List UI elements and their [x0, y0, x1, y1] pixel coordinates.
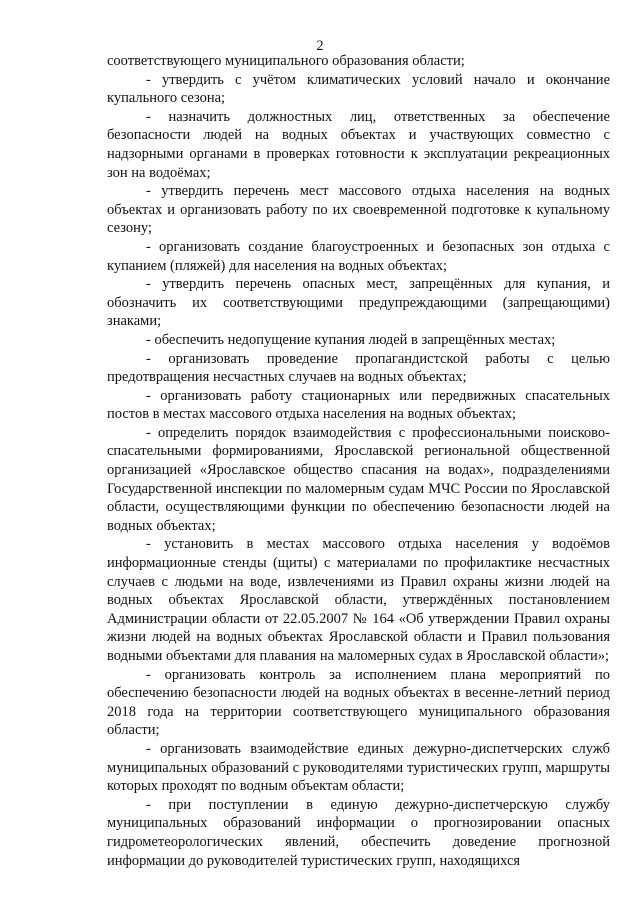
list-item-dangerous-places: - утвердить перечень опасных мест, запрещённых для купания, и обозначить их соответствующими предупреждающими (запрещающими) знаками;	[107, 276, 610, 330]
page-number: 2	[316, 38, 324, 54]
list-item-responsible-officials: - назначить должностных лиц, ответственных за обеспечение безопасности людей на водных объектах и участвующих совместно с надзорными органами в проверках готовности к эксплуатации рекреационных зон на водоёмах;	[107, 108, 610, 181]
list-item-plan-control: - организовать контроль за исполнением плана мероприятий по обеспечению безопасности людей на водных объектах в весенне-летний период 2018 года на территории соответствующего муниципального образования области;	[107, 666, 610, 739]
list-item-season-dates: - утвердить с учётом климатических условий начало и окончание купального сезона;	[107, 71, 610, 107]
list-item-interaction-order: - определить порядок взаимодействия с профессиональными поисково-спасательными формированиями, Ярославской региональной общественной организацией «Ярославское общество спасания на водах», подразделениями Государственной инспекции по маломерным судам МЧС России по Ярославской области, осуществляющими функции по обеспечению безопасности людей на водных объектах;	[107, 424, 610, 534]
document-body	[107, 52, 610, 870]
list-item-propaganda: - организовать проведение пропагандистской работы с целью предотвращения несчастных случаев на водных объектах;	[107, 350, 610, 386]
list-item-info-stands: - установить в местах массового отдыха населения у водоёмов информационные стенды (щиты) с материалами по профилактике несчастных случаев с людьми на воде, извлечениями из Правил охраны жизни людей на водных объектах Ярославской области, утверждённых постановлением Администрации области от 22.05.2007 № 164 «Об утверждении Правил охраны жизни людей на водных объектах Ярославской области и Правил пользования водными объектами для плавания на маломерных судах в Ярославской области»;	[107, 536, 610, 664]
list-item-forecast-info: - при поступлении в единую дежурно-диспетчерскую службу муниципальных образований информации о прогнозировании опасных гидрометеорологических явлений, обеспечить доведение прогнозной информации до руководителей туристических групп, находящихся	[107, 796, 610, 869]
paragraph-continuation: соответствующего муниципального образования области;	[107, 53, 465, 69]
list-item-beaches: - организовать создание благоустроенных и безопасных зон отдыха с купанием (пляжей) для населения на водных объектах;	[107, 238, 610, 274]
list-item-recreation-places: - утвердить перечень мест массового отдыха населения на водных объектах и организовать работу по их своевременной подготовке к купальному сезону;	[107, 183, 610, 237]
list-item-swimming-ban: - обеспечить недопущение купания людей в запрещённых местах;	[146, 331, 556, 348]
list-item-rescue-posts: - организовать работу стационарных или передвижных спасательных постов в местах массового отдыха населения на водных объектах;	[107, 387, 610, 423]
list-item-dispatch-services: - организовать взаимодействие единых дежурно-диспетчерских служб муниципальных образований с руководителями туристических групп, маршруты которых проходят по водным объектам области;	[107, 740, 610, 795]
